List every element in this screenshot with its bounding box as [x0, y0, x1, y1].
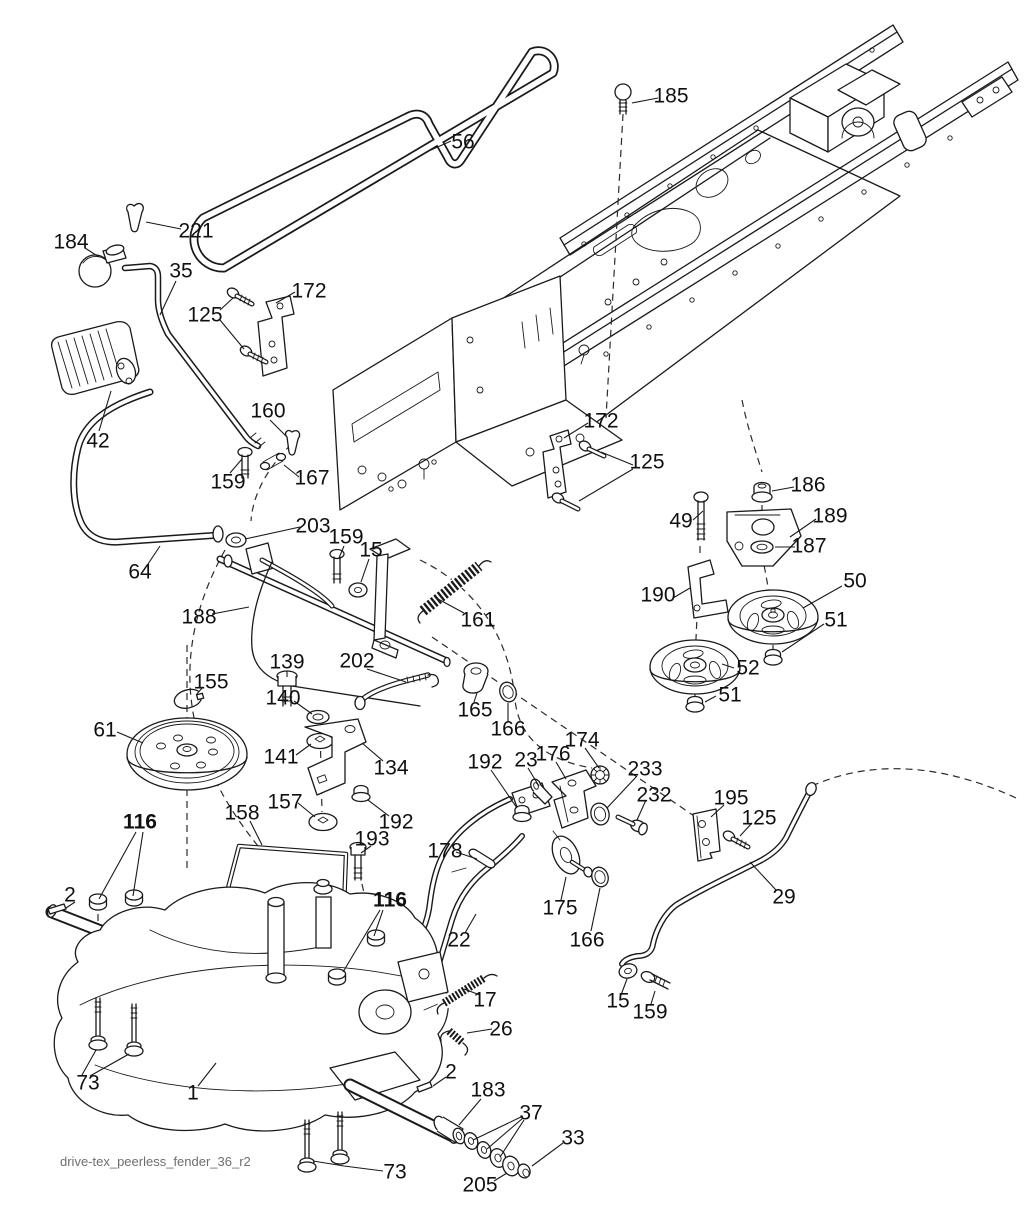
part-label-188-15: 188 [181, 605, 217, 629]
part-label-193-49: 193 [354, 827, 390, 851]
axle-hardware [432, 1115, 532, 1180]
bracket-195 [693, 809, 720, 861]
part-label-56-1: 56 [451, 130, 475, 154]
diagram-caption: drive-tex_peerless_fender_36_r2 [60, 1154, 251, 1169]
bolt-232 [618, 817, 649, 836]
part-label-172-17: 172 [583, 409, 619, 433]
part-label-202-29: 202 [339, 649, 375, 673]
part-label-52-26: 52 [736, 656, 760, 680]
part-label-26-60: 26 [489, 1017, 513, 1041]
part-label-116-52: 116 [373, 888, 407, 912]
frame-rear-support [790, 64, 900, 152]
part-label-42-8: 42 [86, 429, 110, 453]
bracket-172-front [258, 296, 294, 376]
part-label-184-3: 184 [53, 230, 89, 254]
part-label-159-13: 159 [328, 525, 364, 549]
bolt-159-b [330, 550, 344, 584]
bolt-185 [615, 84, 631, 114]
part-label-160-7: 160 [250, 399, 286, 423]
part-label-189-21: 189 [812, 504, 848, 528]
pedal-pad-42 [52, 322, 139, 395]
part-label-116-47: 116 [123, 810, 157, 834]
part-label-49-20: 49 [669, 509, 693, 533]
washer-166-a [497, 680, 519, 704]
washer-166-b [589, 865, 611, 889]
part-label-159-59: 159 [632, 1000, 668, 1024]
part-label-51-25: 51 [824, 608, 848, 632]
pulley-61 [127, 718, 247, 790]
part-label-2-63: 2 [445, 1060, 457, 1084]
drive-belt [194, 51, 554, 268]
part-label-172-5: 172 [291, 279, 327, 303]
bearing-165 [463, 663, 488, 693]
part-label-50-24: 50 [843, 569, 867, 593]
part-label-186-19: 186 [790, 473, 826, 497]
nut-186 [752, 483, 772, 503]
part-label-166-56: 166 [569, 928, 605, 952]
pulley-50 [728, 590, 818, 644]
part-label-29-53: 29 [772, 885, 796, 909]
part-label-139-28: 139 [269, 650, 305, 674]
part-label-23-39: 23 [514, 748, 538, 772]
part-label-125-6: 125 [187, 303, 223, 327]
shaft-64 [74, 392, 220, 542]
nut-192-b [352, 786, 370, 802]
part-label-203-11: 203 [295, 514, 331, 538]
link-167 [261, 453, 286, 470]
clip-160 [286, 431, 300, 455]
part-label-221-2: 221 [178, 219, 214, 243]
part-label-33-66: 33 [561, 1126, 585, 1150]
part-label-125-44: 125 [741, 806, 777, 830]
part-label-178-50: 178 [427, 839, 463, 863]
part-label-176-38: 176 [535, 742, 571, 766]
part-label-190-23: 190 [640, 583, 676, 607]
part-label-1-62: 1 [187, 1081, 199, 1105]
part-label-185-0: 185 [653, 84, 689, 108]
part-label-73-67: 73 [383, 1160, 407, 1184]
part-label-73-61: 73 [76, 1071, 100, 1095]
part-label-183-64: 183 [470, 1078, 506, 1102]
clip-221 [127, 204, 144, 232]
part-label-22-55: 22 [447, 928, 471, 952]
nut-51-b [686, 697, 704, 713]
part-label-232-42: 232 [636, 783, 672, 807]
part-label-158-46: 158 [224, 801, 260, 825]
part-label-134-36: 134 [373, 756, 409, 780]
part-label-155-30: 155 [193, 670, 229, 694]
part-label-15-58: 15 [606, 989, 630, 1013]
washer-203 [226, 533, 246, 547]
part-label-166-33: 166 [490, 717, 526, 741]
keeper-190 [688, 560, 728, 618]
frame-front-box [333, 276, 622, 510]
star-washer-174 [591, 766, 609, 784]
part-label-175-54: 175 [542, 896, 578, 920]
washer-233 [588, 801, 611, 827]
part-label-141-35: 141 [263, 745, 299, 769]
pivot-cross-shaft [220, 543, 450, 667]
part-label-15-14: 15 [359, 538, 383, 562]
spring-26 [441, 1031, 468, 1055]
part-label-51-27: 51 [718, 683, 742, 707]
part-label-174-37: 174 [564, 728, 600, 752]
plate-175 [547, 831, 594, 878]
part-label-61-34: 61 [93, 718, 117, 742]
part-label-35-4: 35 [169, 259, 193, 283]
part-label-159-9: 159 [210, 470, 246, 494]
nut-51-a [764, 650, 782, 666]
part-label-167-10: 167 [294, 466, 330, 490]
bracket-134 [305, 719, 366, 795]
bolt-159-c [640, 970, 670, 989]
part-label-205-68: 205 [462, 1173, 498, 1197]
part-label-192-48: 192 [378, 810, 414, 834]
part-label-157-45: 157 [267, 790, 303, 814]
nut-192-a [513, 806, 531, 822]
part-label-161-16: 161 [460, 608, 496, 632]
part-label-2-51: 2 [64, 883, 76, 907]
part-label-192-40: 192 [467, 750, 503, 774]
bracket-189 [727, 509, 801, 566]
part-label-125-18: 125 [629, 450, 665, 474]
part-label-233-41: 233 [627, 757, 663, 781]
part-label-64-12: 64 [128, 560, 152, 584]
part-label-195-43: 195 [713, 786, 749, 810]
part-label-187-22: 187 [791, 534, 827, 558]
washer-15-a [349, 583, 367, 597]
part-label-165-32: 165 [457, 698, 493, 722]
bracket-176 [552, 770, 596, 828]
transaxle-1 [46, 880, 462, 1145]
bolt-49 [694, 492, 708, 540]
part-label-17-57: 17 [473, 988, 497, 1012]
part-label-140-31: 140 [265, 686, 301, 710]
part-label-37-65: 37 [519, 1101, 543, 1125]
washer-187 [751, 541, 773, 553]
